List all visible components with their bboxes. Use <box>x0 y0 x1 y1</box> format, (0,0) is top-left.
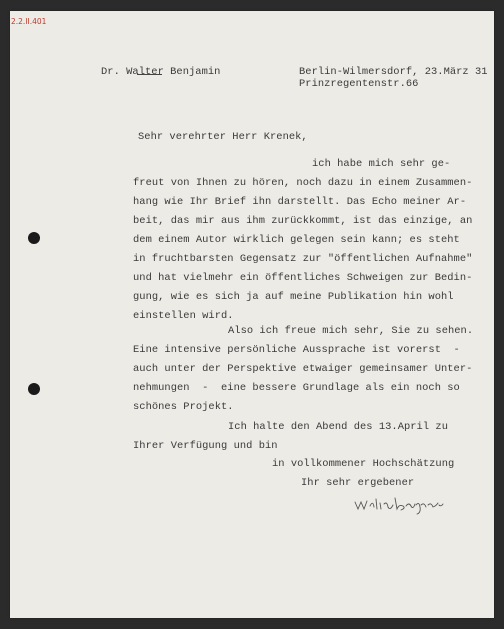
sender-name: Dr. Walter Benjamin <box>101 66 221 78</box>
punch-hole <box>28 383 40 395</box>
text-line: dem einem Autor wirklich gelegen sein kann; es steht <box>133 234 460 246</box>
text-line: in fruchtbarsten Gegensatz zur "öffentlichen Aufnahme" <box>133 253 473 265</box>
text-line: gung, wie es sich ja auf meine Publikation hin wohl <box>133 291 454 303</box>
place-date: Berlin-Wilmersdorf, 23.März 31 <box>299 66 488 78</box>
closing-line: in vollkommener Hochschätzung <box>272 458 455 470</box>
text-line: hang wie Ihr Brief ihn darstellt. Das Echo meiner Ar- <box>133 196 467 208</box>
punch-hole <box>28 232 40 244</box>
name-underline <box>137 74 162 75</box>
sender-address: Prinzregentenstr.66 <box>299 78 419 90</box>
text-line: nehmungen - eine bessere Grundlage als ein noch so <box>133 382 460 394</box>
text-line: auch unter der Perspektive etwaiger gemeinsamer Unter- <box>133 363 473 375</box>
text-line: beit, das mir aus ihm zurückkommt, ist das einzige, an <box>133 215 473 227</box>
signature <box>353 493 453 515</box>
text-line: Ihrer Verfügung und bin <box>133 440 278 452</box>
letter-sheet <box>10 11 494 618</box>
text-line: und hat vielmehr ein öffentliches Schweigen zur Bedin- <box>133 272 473 284</box>
text-line: einstellen wird. <box>133 310 234 322</box>
text-line: freut von Ihnen zu hören, noch dazu in einem Zusammen- <box>133 177 473 189</box>
closing-line: Ihr sehr ergebener <box>301 477 415 489</box>
text-line: ich habe mich sehr ge- <box>312 158 451 170</box>
text-line: Also ich freue mich sehr, Sie zu sehen. <box>228 325 474 337</box>
text-line: Eine intensive persönliche Aussprache ist vorerst - <box>133 344 460 356</box>
text-line: schönes Projekt. <box>133 401 234 413</box>
text-line: Ich halte den Abend des 13.April zu <box>228 421 448 433</box>
archive-mark: 2.2.II.401 <box>11 17 47 26</box>
salutation: Sehr verehrter Herr Krenek, <box>138 131 308 143</box>
